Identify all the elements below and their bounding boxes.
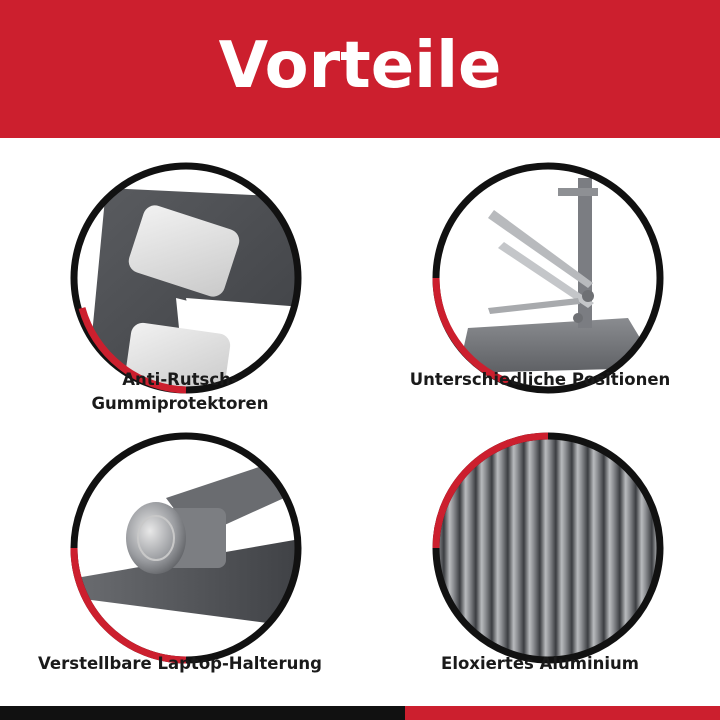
hinge-joint-icon [66, 428, 306, 668]
aluminium-texture-icon [428, 428, 668, 668]
feature-caption [360, 652, 720, 676]
page-title: Vorteile [218, 29, 502, 103]
footer-accent [405, 706, 720, 720]
caption-line: Unterschiedliche Positionen [409, 370, 671, 389]
caption-line: Verstellbare Laptop-Halterung [38, 654, 322, 673]
caption-line: Anti-Rutsch- [122, 370, 238, 389]
feature-caption [0, 652, 360, 676]
feature-aluminium [360, 428, 720, 706]
feature-caption [360, 368, 720, 392]
caption-line: Eloxiertes Aluminium [441, 654, 639, 673]
caption-line: Gummiprotektoren [91, 394, 269, 413]
header-banner [0, 0, 720, 138]
rubber-pads-icon [66, 158, 306, 398]
feature-holder [0, 428, 360, 706]
feature-anti-slip [0, 138, 360, 428]
adjustable-stand-icon [428, 158, 668, 398]
feature-positions [360, 138, 720, 428]
feature-caption [0, 368, 360, 416]
